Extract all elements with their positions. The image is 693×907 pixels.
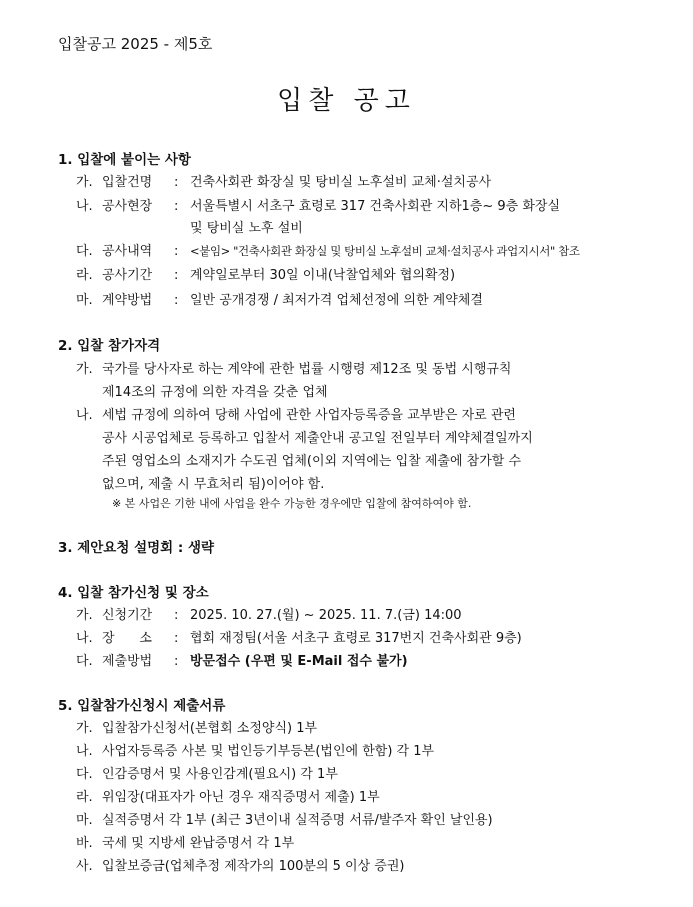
- item-marker: 마.: [76, 293, 93, 308]
- item-separator: :: [174, 631, 179, 646]
- list-item: [76, 195, 560, 214]
- item-value: 2025. 10. 27.(월) ~ 2025. 11. 7.(금) 14:00: [190, 608, 462, 623]
- item-separator: :: [174, 654, 179, 669]
- item-text-continued: 주된 영업소의 소재지가 수도권 업체(이외 지역에는 입찰 제출에 참가할 수: [102, 454, 522, 469]
- item-text-continued: 제14조의 규정에 의한 자격을 갖춘 업체: [102, 385, 328, 400]
- item-text: 국세 및 지방세 완납증명서 각 1부: [102, 836, 295, 851]
- list-item: [76, 358, 512, 377]
- item-value: 방문접수 (우편 및 E-Mail 접수 불가): [190, 654, 408, 669]
- item-marker: 나.: [76, 744, 93, 759]
- list-item: [76, 289, 483, 308]
- item-marker: 나.: [76, 631, 93, 646]
- item-text: 사업자등록증 사본 및 법인등기부등본(법인에 한함) 각 1부: [102, 744, 435, 759]
- item-text: 위임장(대표자가 아닌 경우 재직증명서 제출) 1부: [102, 790, 380, 805]
- list-item: [76, 786, 380, 805]
- section-heading: 3. 제안요청 설명회 : 생략: [58, 540, 215, 556]
- item-marker: 다.: [76, 654, 93, 669]
- section-heading: 4. 입찰 참가신청 및 장소: [58, 585, 209, 601]
- list-item: [76, 264, 455, 283]
- item-text-continued: 없으며, 제출 시 무효처리 됨)이어야 함.: [102, 477, 325, 492]
- item-text: 국가를 당사자로 하는 계약에 관한 법률 시행령 제12조 및 동법 시행규칙: [102, 362, 512, 377]
- item-separator: :: [174, 244, 179, 259]
- item-text: 실적증명서 각 1부 (최근 3년이내 실적증명 서류/발주자 확인 날인용): [102, 813, 493, 828]
- list-item: [76, 240, 580, 259]
- item-value: 건축사회관 화장실 및 탕비실 노후설비 교체·설치공사: [190, 175, 492, 190]
- item-marker: 다.: [76, 244, 93, 259]
- item-value: 서울특별시 서초구 효령로 317 건축사회관 지하1층~ 9층 화장실: [190, 199, 561, 214]
- item-marker: 마.: [76, 813, 93, 828]
- section-heading: 2. 입찰 참가자격: [58, 338, 161, 354]
- list-item: [76, 740, 434, 759]
- item-marker: 라.: [76, 268, 93, 283]
- item-value: <붙임> "건축사회관 화장실 및 탕비실 노후설비 교체·설치공사 과업지시서" 참조: [190, 244, 580, 258]
- list-item: [76, 832, 294, 851]
- list-item: [76, 717, 317, 736]
- item-label: 신청기간: [102, 608, 153, 623]
- section-heading: 1. 입찰에 붙이는 사항: [58, 152, 191, 168]
- item-label: 공사내역: [102, 244, 153, 259]
- item-marker: 가.: [76, 608, 93, 623]
- item-label: 제출방법: [102, 654, 153, 669]
- item-marker: 라.: [76, 790, 93, 805]
- list-item: [76, 763, 338, 782]
- list-item: [76, 171, 491, 190]
- item-separator: :: [174, 293, 179, 308]
- item-marker: 나.: [76, 408, 93, 423]
- item-text-continued: 공사 시공업체로 등록하고 입찰서 제출안내 공고일 전일부터 계약체결일까지: [102, 431, 533, 446]
- list-item: [76, 809, 493, 828]
- item-text: 입찰보증금(업체추정 제작가의 100분의 5 이상 증권): [102, 859, 405, 874]
- list-item: [76, 627, 522, 646]
- item-marker: 바.: [76, 836, 93, 851]
- list-item: [76, 404, 516, 423]
- item-value: 협회 재정팀(서울 서초구 효령로 317번지 건축사회관 9층): [190, 631, 522, 646]
- item-label: 장 소: [102, 631, 152, 646]
- item-marker: 다.: [76, 767, 93, 782]
- note-text: ※ 본 사업은 기한 내에 사업을 완수 가능한 경우에만 입찰에 참여하여야 함.: [112, 497, 472, 510]
- item-label: 계약방법: [102, 293, 153, 308]
- item-marker: 나.: [76, 199, 93, 214]
- item-separator: :: [174, 608, 179, 623]
- item-label: 공사기간: [102, 268, 153, 283]
- item-marker: 가.: [76, 721, 93, 736]
- item-value-continued: 및 탕비실 노후 설비: [190, 221, 303, 236]
- list-item: [76, 604, 462, 623]
- item-text: 인감증명서 및 사용인감계(필요시) 각 1부: [102, 767, 338, 782]
- page-title: 입찰 공고: [277, 86, 416, 116]
- item-text: 입찰참가신청서(본협회 소정양식) 1부: [102, 721, 318, 736]
- item-label: 입찰건명: [102, 175, 153, 190]
- item-value: 일반 공개경쟁 / 최저가격 업체선정에 의한 계약체결: [190, 293, 483, 308]
- item-separator: :: [174, 268, 179, 283]
- item-separator: :: [174, 175, 179, 190]
- item-marker: 사.: [76, 859, 93, 874]
- doc-number: 입찰공고 2025 - 제5호: [58, 35, 213, 53]
- list-item: [76, 855, 405, 874]
- item-marker: 가.: [76, 362, 93, 377]
- item-separator: :: [174, 199, 179, 214]
- list-item: [76, 650, 408, 669]
- item-text: 세법 규정에 의하여 당해 사업에 관한 사업자등록증을 교부받은 자로 관련: [102, 408, 516, 423]
- section-heading: 5. 입찰참가신청시 제출서류: [58, 698, 226, 714]
- item-marker: 가.: [76, 175, 93, 190]
- item-label: 공사현장: [102, 199, 153, 214]
- item-value: 계약일로부터 30일 이내(낙찰업체와 협의확정): [190, 268, 456, 283]
